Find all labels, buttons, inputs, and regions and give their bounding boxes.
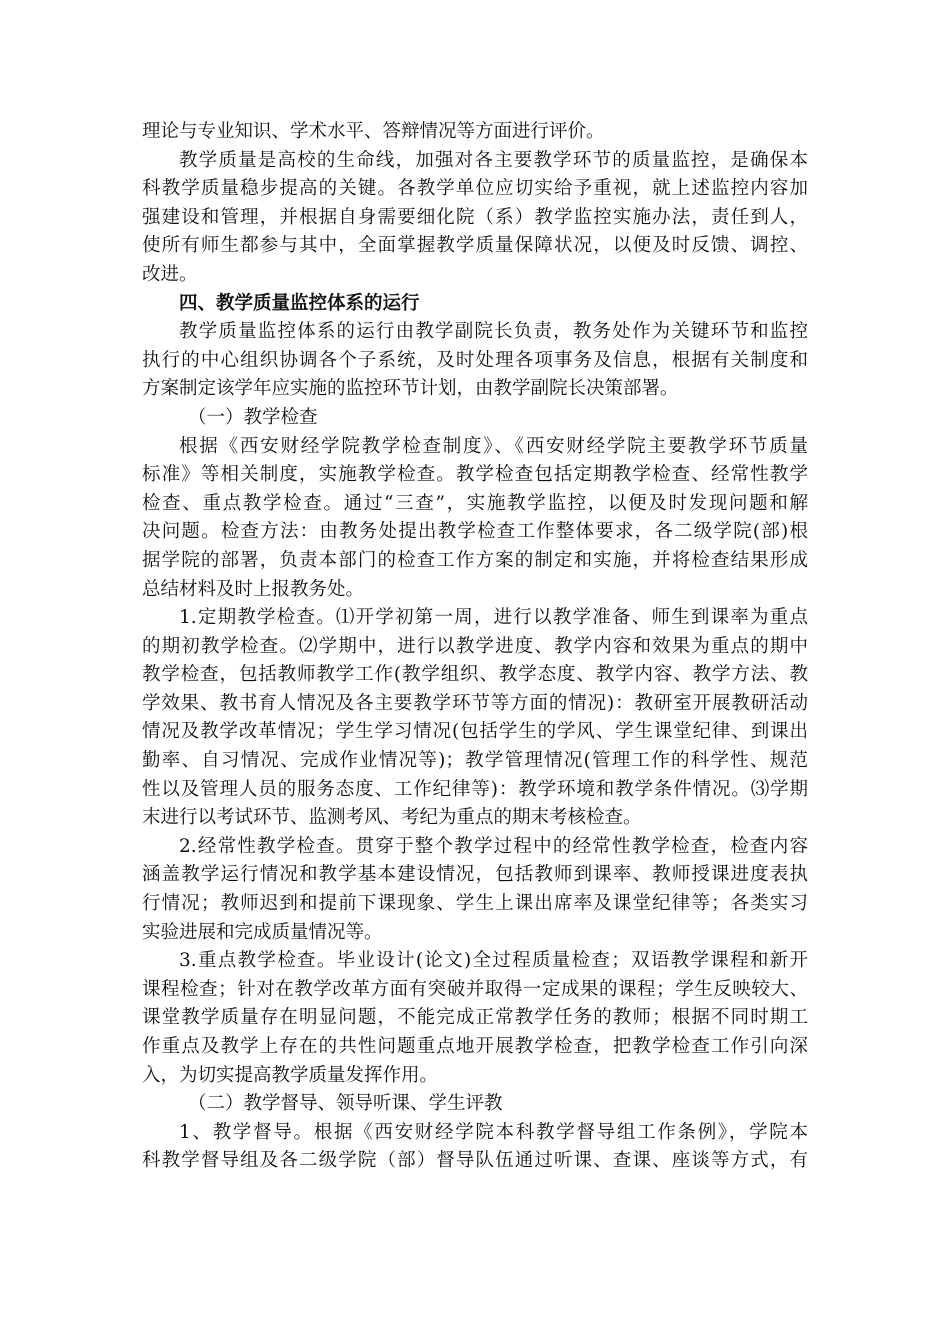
document-body bbox=[142, 118, 808, 1176]
body-text-line: 课程检查；针对在教学改革方面有突破并取得一定成果的课程；学生反映较大、 bbox=[142, 978, 808, 1000]
body-text-line: 作重点及教学上存在的共性问题重点地开展教学检查，把教学检查工作引向深 bbox=[142, 1036, 808, 1057]
body-text-line: 末进行以考试环节、监测考风、考纪为重点的期末考核检查。 bbox=[142, 807, 642, 829]
body-text-line: 情况及教学改革情况；学生学习情况(包括学生的学风、学生课堂纪律、到课出 bbox=[142, 721, 808, 743]
body-text-line: 1、教学督导。根据《西安财经学院本科教学督导组工作条例》，学院本 bbox=[179, 1121, 808, 1143]
section-heading: 四、教学质量监控体系的运行 bbox=[179, 292, 420, 314]
body-text-line: 改进。 bbox=[142, 263, 198, 285]
body-text-line: 方案制定该学年应实施的监控环节计划，由教学副院长决策部署。 bbox=[142, 378, 679, 400]
body-text-line: 勤率、自习情况、完成作业情况等)；教学管理情况(管理工作的科学性、规范 bbox=[142, 750, 808, 772]
body-text-line: 根据《西安财经学院教学检查制度》、《西安财经学院主要教学环节质量 bbox=[179, 435, 808, 457]
body-text-line: 科教学督导组及各二级学院（部）督导队伍通过听课、查课、座谈等方式，有 bbox=[142, 1150, 808, 1172]
body-text-line: 涵盖教学运行情况和教学基本建设情况，包括教师到课率、教师授课进度表执 bbox=[142, 864, 808, 886]
body-text-line: 教学质量是高校的生命线，加强对各主要教学环节的质量监控，是确保本 bbox=[179, 149, 808, 171]
body-text-line: 教学质量监控体系的运行由教学副院长负责，教务处作为关键环节和监控 bbox=[179, 321, 808, 343]
body-text-line: 科教学质量稳步提高的关键。各教学单位应切实给予重视，就上述监控内容加 bbox=[142, 178, 808, 200]
body-text-line: 实验进展和完成质量情况等。 bbox=[142, 921, 383, 943]
body-text-line: 教学检查，包括教师教学工作(教学组织、教学态度、教学内容、教学方法、教 bbox=[142, 664, 808, 686]
subsection-heading: （二）教学督导、领导听课、学生评教 bbox=[188, 1093, 503, 1115]
body-text-line: 入，为切实提高教学质量发挥作用。 bbox=[142, 1064, 439, 1086]
body-text-line: 检查、重点教学检查。通过“三查”，实施教学监控，以便及时发现问题和解 bbox=[142, 492, 808, 514]
body-text-line: 课堂教学质量存在明显问题，不能完成正常教学任务的教师；根据不同时期工 bbox=[142, 1007, 808, 1029]
body-text-line: 行情况；教师迟到和提前下课现象、学生上课出席率及课堂纪律等；各类实习 bbox=[142, 893, 808, 915]
body-text-line: 性以及管理人员的服务态度、工作纪律等)：教学环境和教学条件情况。⑶学期 bbox=[142, 778, 808, 800]
body-text-line: 标准》等相关制度，实施教学检查。教学检查包括定期教学检查、经常性教学 bbox=[142, 464, 808, 486]
body-text-line: 的期初教学检查。⑵学期中，进行以教学进度、教学内容和效果为重点的期中 bbox=[142, 635, 808, 657]
body-text-line: 总结材料及时上报教务处。 bbox=[142, 578, 365, 600]
body-text-line: 学效果、教书育人情况及各主要教学环节等方面的情况)：教研室开展教研活动 bbox=[142, 692, 808, 714]
body-text-line: 执行的中心组织协调各个子系统，及时处理各项事务及信息，根据有关制度和 bbox=[142, 349, 808, 371]
body-text-line: 使所有师生都参与其中，全面掌握教学质量保障状况，以便及时反馈、调控、 bbox=[142, 235, 808, 257]
body-text-line: 理论与专业知识、学术水平、答辩情况等方面进行评价。 bbox=[142, 121, 605, 142]
subsection-heading: （一）教学检查 bbox=[188, 406, 318, 428]
body-text-line: 决问题。检查方法：由教务处提出教学检查工作整体要求，各二级学院(部)根 bbox=[142, 521, 808, 543]
body-text-line: 3.重点教学检查。毕业设计(论文)全过程质量检查；双语教学课程和新开 bbox=[179, 950, 808, 972]
body-text-line: 1.定期教学检查。⑴开学初第一周，进行以教学准备、师生到课率为重点 bbox=[179, 607, 808, 629]
body-text-line: 强建设和管理，并根据自身需要细化院（系）教学监控实施办法，责任到人， bbox=[142, 206, 808, 228]
body-text-line: 2.经常性教学检查。贯穿于整个教学过程中的经常性教学检查，检查内容 bbox=[179, 835, 808, 857]
body-text-line: 据学院的部署，负责本部门的检查工作方案的制定和实施，并将检查结果形成 bbox=[142, 549, 808, 571]
